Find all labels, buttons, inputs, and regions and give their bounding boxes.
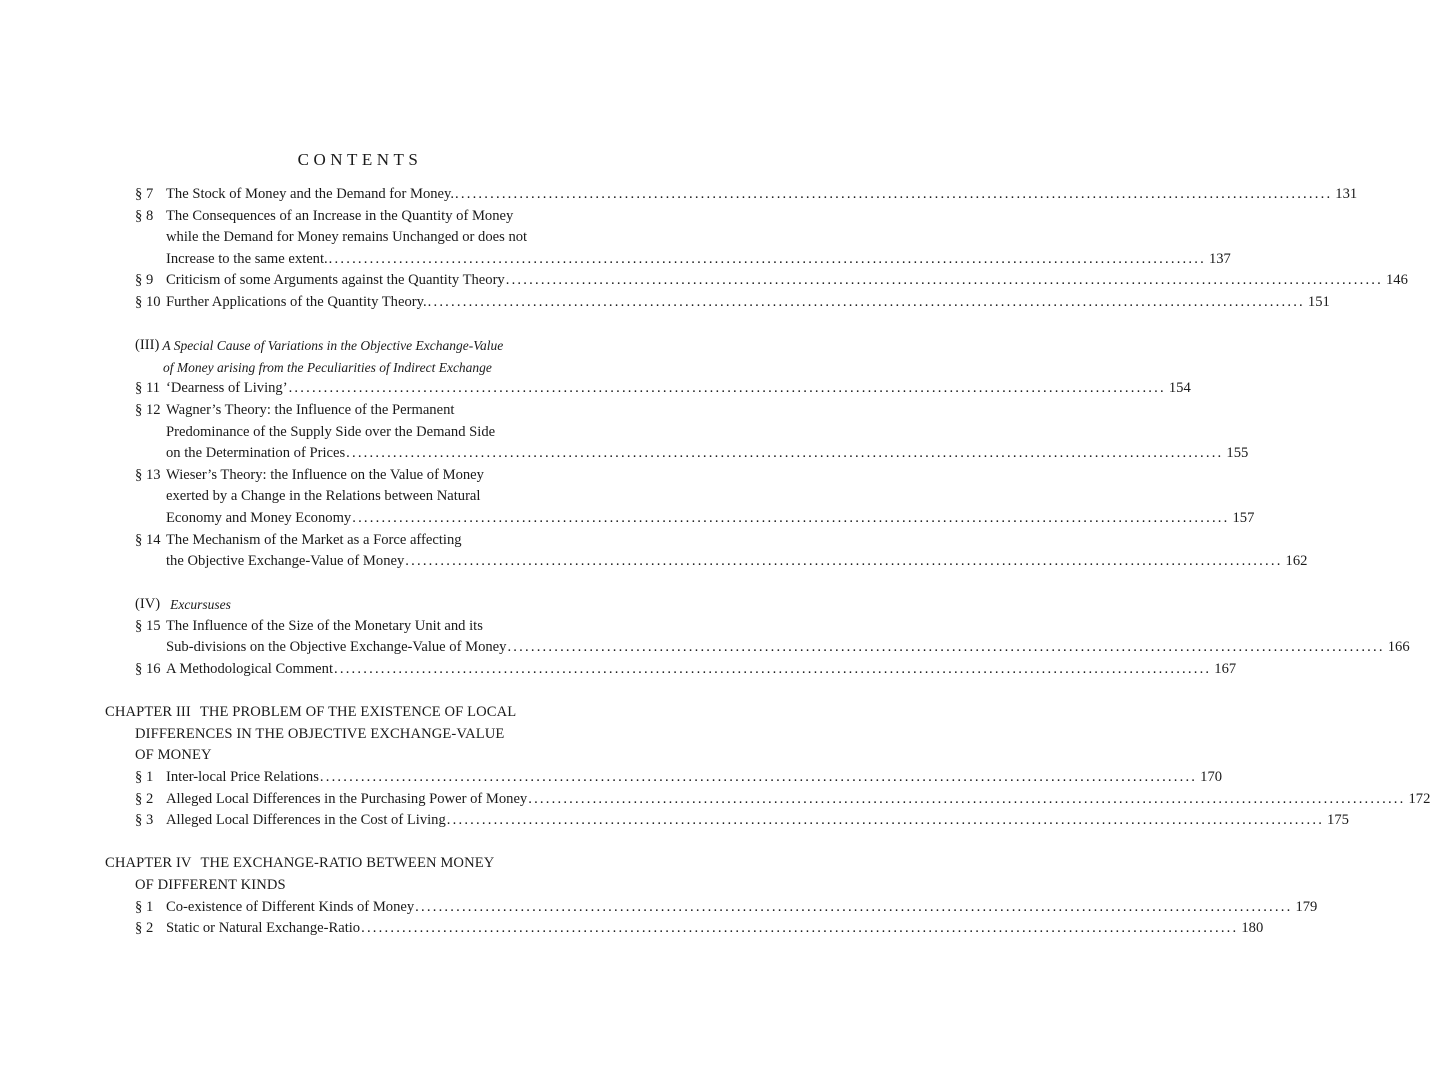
- page-number: 180: [1241, 920, 1264, 937]
- dot-leader: ......................................................................................................................................................: [528, 790, 1406, 807]
- page-number: 172: [1408, 790, 1430, 807]
- toc-line: [105, 400, 615, 422]
- toc-entry[interactable]: [105, 897, 1318, 919]
- toc-entry[interactable]: [105, 400, 1249, 465]
- entry-text: Wieser’s Theory: the Influence on the Value of Money: [166, 466, 484, 483]
- page-number: 155: [1226, 445, 1249, 462]
- section-number: § 16: [135, 661, 161, 678]
- page-number: 179: [1295, 898, 1318, 915]
- entry-text: Alleged Local Differences in the Purchasing Power of Money: [166, 790, 528, 807]
- entry-text: Increase to the same extent.: [166, 250, 328, 267]
- entry-text: A Methodological Comment: [166, 661, 334, 678]
- entry-text: Criticism of some Arguments against the Quantity Theory: [166, 272, 505, 289]
- section-number: § 7: [135, 186, 154, 202]
- toc-chapter-heading: [105, 702, 615, 767]
- dot-leader: ......................................................................................................................................................: [427, 293, 1305, 310]
- entry-text: Wagner’s Theory: the Influence of the Permanent: [166, 401, 455, 418]
- toc-entry[interactable]: [105, 206, 1231, 271]
- toc-part-heading: [105, 594, 615, 616]
- section-number: § 1: [135, 769, 154, 786]
- section-number: § 10: [135, 293, 161, 310]
- toc-line: [105, 853, 615, 875]
- toc-entry[interactable]: [105, 378, 1191, 400]
- toc-entry[interactable]: [105, 465, 1255, 530]
- section-number: § 2: [135, 790, 154, 807]
- toc-line: [105, 702, 615, 724]
- section-number: § 14: [135, 531, 161, 548]
- dot-leader: ......................................................................................................................................................: [415, 898, 1293, 915]
- entry-text: exerted by a Change in the Relations between Natural: [166, 488, 481, 505]
- toc-line: [105, 616, 615, 638]
- page-number: 170: [1200, 769, 1223, 786]
- section-number: § 8: [135, 207, 154, 224]
- page-number: 175: [1327, 812, 1349, 829]
- blank-line: [105, 832, 615, 854]
- dot-leader: ......................................................................................................................................................: [319, 769, 1198, 786]
- entry-text: Excursuses: [170, 597, 231, 613]
- toc-entry[interactable]: [105, 767, 1223, 789]
- toc-part-heading: [105, 335, 615, 378]
- dot-leader: ......................................................................................................................................................: [405, 553, 1283, 570]
- page-number: 157: [1232, 509, 1255, 526]
- entry-text: while the Demand for Money remains Unchanged or does not: [166, 229, 528, 246]
- entry-text: OF DIFFERENT KINDS: [135, 877, 286, 893]
- entry-text: Alleged Local Differences in the Cost of Living: [166, 812, 446, 829]
- toc-line: [105, 918, 1264, 940]
- section-number: § 13: [135, 466, 161, 483]
- page-number: 162: [1285, 553, 1308, 570]
- page-number: 131: [1335, 186, 1358, 202]
- section-number: § 9: [135, 272, 154, 289]
- entry-text: of Money arising from the Peculiarities of Indirect Exchange: [163, 359, 492, 375]
- blank-line: [105, 314, 615, 336]
- toc-entry[interactable]: [105, 789, 1430, 811]
- toc-line: [105, 443, 1249, 465]
- page-number: 146: [1386, 272, 1408, 289]
- part-number: (IV): [135, 596, 161, 613]
- toc-line: [105, 378, 1191, 400]
- toc-entry[interactable]: [105, 659, 1237, 681]
- toc-line: [105, 508, 1255, 530]
- entry-text: OF MONEY: [135, 747, 212, 764]
- section-number: § 2: [135, 920, 154, 937]
- entry-text: Co-existence of Different Kinds of Money: [166, 898, 415, 915]
- toc-entry[interactable]: [105, 184, 1358, 206]
- blank-line: [105, 573, 615, 595]
- entry-text: Economy and Money Economy: [166, 509, 352, 526]
- entry-text: THE PROBLEM OF THE EXISTENCE OF LOCAL: [199, 704, 517, 721]
- dot-leader: ......................................................................................................................................................: [446, 812, 1325, 829]
- entry-text: ‘Dearness of Living’: [166, 380, 288, 397]
- toc-line: [105, 486, 615, 508]
- chapter-label: CHAPTER III: [105, 704, 191, 721]
- entry-text: The Influence of the Size of the Monetary Unit and its: [166, 617, 483, 634]
- entry-text: on the Determination of Prices: [166, 445, 346, 462]
- page-number: 137: [1208, 250, 1231, 267]
- part-number: (III): [135, 337, 160, 354]
- toc-line: [105, 767, 1223, 789]
- entry-text: Static or Natural Exchange-Ratio: [166, 920, 361, 937]
- toc-line: [105, 789, 1430, 811]
- dot-leader: ......................................................................................................................................................: [455, 186, 1333, 202]
- entry-text: The Consequences of an Increase in the Quantity of Money: [166, 207, 514, 224]
- toc-line: [105, 875, 615, 897]
- toc-line: [105, 335, 615, 357]
- toc-line: [105, 724, 615, 746]
- dot-leader: ......................................................................................................................................................: [288, 380, 1166, 397]
- toc-line: [105, 551, 1308, 573]
- entry-text: The Stock of Money and the Demand for Money.: [166, 186, 455, 202]
- chapter-label: CHAPTER IV: [105, 855, 192, 872]
- toc-line: [105, 465, 615, 487]
- blank-line: [105, 681, 615, 703]
- entry-text: The Mechanism of the Market as a Force affecting: [166, 531, 462, 548]
- entry-text: Further Applications of the Quantity Theory.: [166, 293, 427, 310]
- toc-line: [105, 745, 615, 767]
- toc-entry[interactable]: [105, 292, 1330, 314]
- table-of-contents: [105, 184, 1430, 940]
- toc-entry[interactable]: [105, 270, 1408, 292]
- section-number: § 15: [135, 617, 161, 634]
- entry-text: DIFFERENCES IN THE OBJECTIVE EXCHANGE-VALUE: [135, 725, 505, 742]
- toc-chapter-heading: [105, 853, 615, 896]
- toc-line: [105, 184, 1358, 206]
- toc-line: [105, 659, 1237, 681]
- page-number: 154: [1168, 380, 1191, 397]
- toc-line: [105, 227, 615, 249]
- toc-line: [105, 270, 1408, 292]
- dot-leader: ......................................................................................................................................................: [505, 272, 1383, 289]
- toc-line: [105, 422, 615, 444]
- page-number: 166: [1387, 639, 1410, 656]
- section-number: § 11: [135, 380, 160, 397]
- section-number: § 3: [135, 812, 154, 829]
- toc-line: [105, 357, 615, 379]
- dot-leader: ......................................................................................................................................................: [361, 920, 1239, 937]
- toc-line: [105, 206, 615, 228]
- toc-entry[interactable]: [105, 530, 1308, 573]
- toc-line: [105, 897, 1318, 919]
- page-number: 151: [1307, 293, 1330, 310]
- dot-leader: ......................................................................................................................................................: [334, 661, 1212, 678]
- toc-entry[interactable]: [105, 616, 1410, 659]
- section-number: § 12: [135, 401, 161, 418]
- dot-leader: ......................................................................................................................................................: [507, 639, 1385, 656]
- toc-line: [105, 594, 615, 616]
- toc-line: [105, 637, 1410, 659]
- dot-leader: ......................................................................................................................................................: [346, 445, 1224, 462]
- toc-line: [105, 810, 1349, 832]
- dot-leader: ......................................................................................................................................................: [328, 250, 1206, 267]
- section-number: § 1: [135, 898, 154, 915]
- entry-text: Predominance of the Supply Side over the Demand Side: [166, 423, 496, 440]
- entry-text: Sub-divisions on the Objective Exchange-Value of Money: [166, 639, 507, 656]
- toc-line: [105, 249, 1231, 271]
- toc-line: [105, 292, 1330, 314]
- toc-entry[interactable]: [105, 810, 1349, 832]
- entry-text: the Objective Exchange-Value of Money: [166, 553, 405, 570]
- entry-text: A Special Cause of Variations in the Objective Exchange-Value: [162, 338, 504, 354]
- page-number: 167: [1214, 661, 1237, 678]
- toc-entry[interactable]: [105, 918, 1264, 940]
- dot-leader: ......................................................................................................................................................: [352, 509, 1230, 526]
- page-title: CONTENTS: [297, 150, 423, 169]
- entry-text: THE EXCHANGE-RATIO BETWEEN MONEY: [200, 855, 495, 872]
- entry-text: Inter-local Price Relations: [166, 769, 319, 786]
- toc-line: [105, 530, 615, 552]
